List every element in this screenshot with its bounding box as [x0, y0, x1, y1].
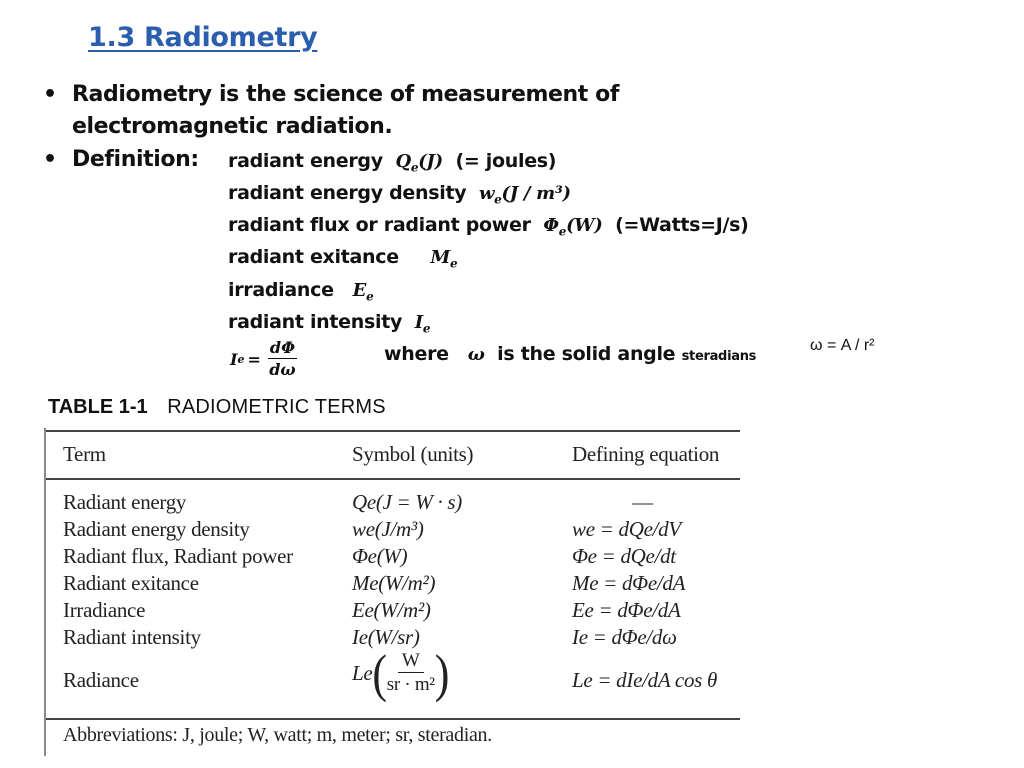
def-radiant-exitance	[228, 246, 457, 271]
table-abbreviations: Abbreviations: J, joule; W, watt; m, meter; sr, steradian.	[63, 724, 492, 746]
def-symbol: $M_e$	[430, 247, 458, 271]
table-row-term: Radiant flux, Radiant power	[63, 544, 293, 568]
def-label: radiant intensity	[228, 311, 403, 333]
def-symbol: $w_e(J / m^3)$	[478, 183, 571, 207]
table-row-equation: Ee = dΦe/dA	[572, 598, 681, 622]
def-note: (=Watts=J/s)	[615, 214, 749, 236]
def-label: radiant flux or radiant power	[228, 214, 531, 236]
table-row-symbol: Me(W/m²)	[352, 571, 436, 595]
bullet-radiometry	[43, 79, 620, 143]
table-caption	[48, 396, 386, 419]
bullet-line-1: Radiometry is the science of measurement of	[72, 82, 620, 107]
omega-formula: ω = A / r²	[810, 337, 875, 354]
table-row-term: Radiant energy	[63, 490, 187, 514]
def-note: (= joules)	[455, 150, 557, 172]
table-row-symbol: Ee(W/m²)	[352, 598, 431, 622]
table-row-equation: —	[632, 490, 653, 514]
solid-angle-note: where ω is the solid angle steradians	[384, 343, 757, 365]
bullet-dot: •	[43, 82, 57, 107]
bullet-dot: •	[43, 147, 57, 172]
def-symbol: $I_e$	[414, 312, 431, 336]
definition-label: Definition:	[72, 147, 199, 172]
def-label: radiant energy	[228, 150, 383, 172]
radiance-symbol: Le ( $\frac{W}{\text{sr · m²}}$ )	[352, 643, 450, 703]
table-top-rule	[46, 430, 740, 432]
def-symbol: $E_e$	[352, 280, 374, 304]
table-row-equation: Φe = dQe/dt	[572, 544, 676, 568]
table-row-term: Radiance	[63, 668, 139, 692]
header-term: Term	[63, 442, 106, 466]
table-row-equation: we = dQe/dV	[572, 517, 681, 541]
def-radiant-energy	[228, 150, 556, 175]
table-row-term: Radiant energy density	[63, 517, 250, 541]
def-radiant-energy-density	[228, 182, 571, 207]
header-equation: Defining equation	[572, 442, 720, 466]
def-label: radiant exitance	[228, 246, 399, 268]
table-row-term: Irradiance	[63, 598, 146, 622]
bullet-line-2: electromagnetic radiation.	[72, 114, 393, 139]
table-title: RADIOMETRIC TERMS	[167, 396, 386, 418]
table-bottom-rule	[46, 718, 740, 720]
bullet-definition	[43, 147, 199, 172]
table-row-equation: Le = dIe/dA cos θ	[572, 668, 717, 692]
radiance-fraction: $\frac{W}{\text{sr · m²}}$	[386, 650, 435, 695]
table-row-equation: Me = dΦe/dA	[572, 571, 686, 595]
intensity-fraction: $\frac{d\Phi}{d\omega}$	[269, 338, 296, 379]
table-row-equation: Ie = dΦe/dω	[572, 625, 677, 649]
table-row-term: Radiant exitance	[63, 571, 199, 595]
table-row-symbol: Ie(W/sr)	[352, 625, 420, 649]
def-label: radiant energy density	[228, 182, 467, 204]
def-radiant-flux	[228, 214, 749, 239]
radiometric-terms-table	[44, 428, 740, 756]
table-row-symbol: Qe(J = W · s)	[352, 490, 462, 514]
table-row-symbol: we(J/m³)	[352, 517, 424, 541]
def-symbol: $Q_e(J)$	[395, 151, 443, 175]
intensity-equation: I e = $\frac{d\Phi}{d\omega}$	[230, 338, 296, 379]
def-label: irradiance	[228, 279, 334, 301]
def-radiant-intensity	[228, 311, 430, 336]
table-row-term: Radiant intensity	[63, 625, 201, 649]
table-label: TABLE 1-1	[48, 396, 148, 418]
table-header-rule	[46, 478, 740, 480]
header-symbol: Symbol (units)	[352, 442, 474, 466]
def-irradiance	[228, 279, 373, 304]
table-row-symbol: Φe(W)	[352, 544, 408, 568]
def-symbol: $\Phi_e(W)$	[543, 215, 603, 239]
page-title: 1.3 Radiometry	[88, 22, 318, 53]
